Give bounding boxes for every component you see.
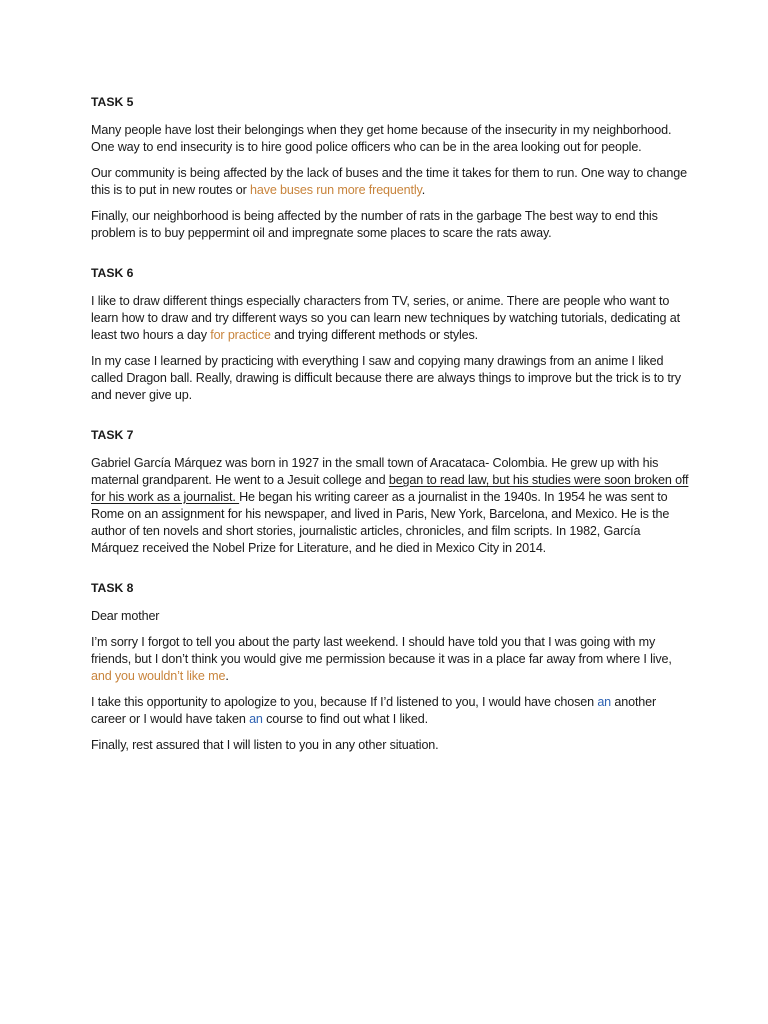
text-run: Many people have lost their belongings when they get home because of the insecurity in my neighborhood. One way to end insecurity is to hire good police officers who can be in the area looking out for people.	[91, 123, 672, 154]
task-paragraph	[91, 634, 691, 685]
task-paragraph	[91, 694, 691, 728]
task-heading: TASK 5	[91, 95, 134, 109]
text-run: I take this opportunity to apologize to you, because If I’d listened to you, I would have chosen	[91, 695, 598, 709]
underlined-phrase: began to read law, but his studies were soon broken off for his work as a journalist.	[91, 473, 689, 504]
task-paragraph	[91, 165, 691, 199]
text-run: Finally, our neighborhood is being affected by the number of rats in the garbage The best way to end this problem is to buy peppermint oil and impregnate some places to scare the rats away.	[91, 209, 658, 240]
task-heading: TASK 8	[91, 581, 134, 595]
text-run: I’m sorry I forgot to tell you about the party last weekend. I should have told you that I was going with my friends, but I don’t think you would give me permission because it was in a place far away from where I live,	[91, 635, 672, 666]
text-run: course to find out what I liked.	[262, 712, 428, 726]
highlighted-phrase: have buses run more frequently	[250, 183, 422, 197]
text-run: I like to draw different things especially characters from TV, series, or anime. There are people who want to learn how to draw and try different ways so you can learn new techniques by watching tutorials, dedicating at least two hours a day	[91, 294, 680, 342]
task-paragraph	[91, 608, 691, 625]
task-paragraph	[91, 455, 691, 557]
highlighted-phrase: for practice	[210, 328, 271, 342]
task-paragraph	[91, 293, 691, 344]
text-run: He began his writing career as a journalist in the 1940s. In 1954 he was sent to Rome on an assignment for his newspaper, and lived in Paris, New York, Barcelona, and Mexico. He is the author of ten novels and short stories, journalistic articles, chronicles, and film scripts. In 1982, García Márquez received the Nobel Prize for Literature, and he died in Mexico City in 2014.	[91, 490, 670, 555]
text-run: .	[421, 183, 426, 197]
task-section	[91, 427, 691, 557]
task-section	[91, 94, 691, 242]
document-page	[91, 88, 691, 777]
text-run: Finally, rest assured that I will listen to you in any other situation.	[91, 738, 439, 752]
text-run: another career or I would have taken	[91, 695, 657, 726]
text-run: Our community is being affected by the lack of buses and the time it takes for them to run. One way to change this is to put in new routes or	[91, 166, 687, 197]
highlighted-word: an	[249, 712, 263, 726]
text-run: Gabriel García Márquez was born in 1927 in the small town of Aracataca- Colombia. He grew up with his maternal grandparent. He went to a Jesuit college and	[91, 456, 659, 487]
task-heading: TASK 7	[91, 428, 134, 442]
text-run: .	[225, 669, 229, 683]
task-section	[91, 265, 691, 404]
task-paragraph	[91, 208, 691, 242]
task-paragraph	[91, 353, 691, 404]
highlighted-phrase: and you wouldn’t like me	[91, 669, 226, 683]
text-run: In my case I learned by practicing with everything I saw and copying many drawings from an anime I liked called Dragon ball. Really, drawing is difficult because there are always things to improve but the trick is to try and never give up.	[91, 354, 681, 402]
task-heading: TASK 6	[91, 266, 134, 280]
task-section	[91, 580, 691, 754]
highlighted-word: an	[597, 695, 612, 709]
text-run: and trying different methods or styles.	[270, 328, 478, 342]
task-paragraph	[91, 737, 691, 754]
text-run: Dear mother	[91, 609, 160, 623]
task-paragraph	[91, 122, 691, 156]
